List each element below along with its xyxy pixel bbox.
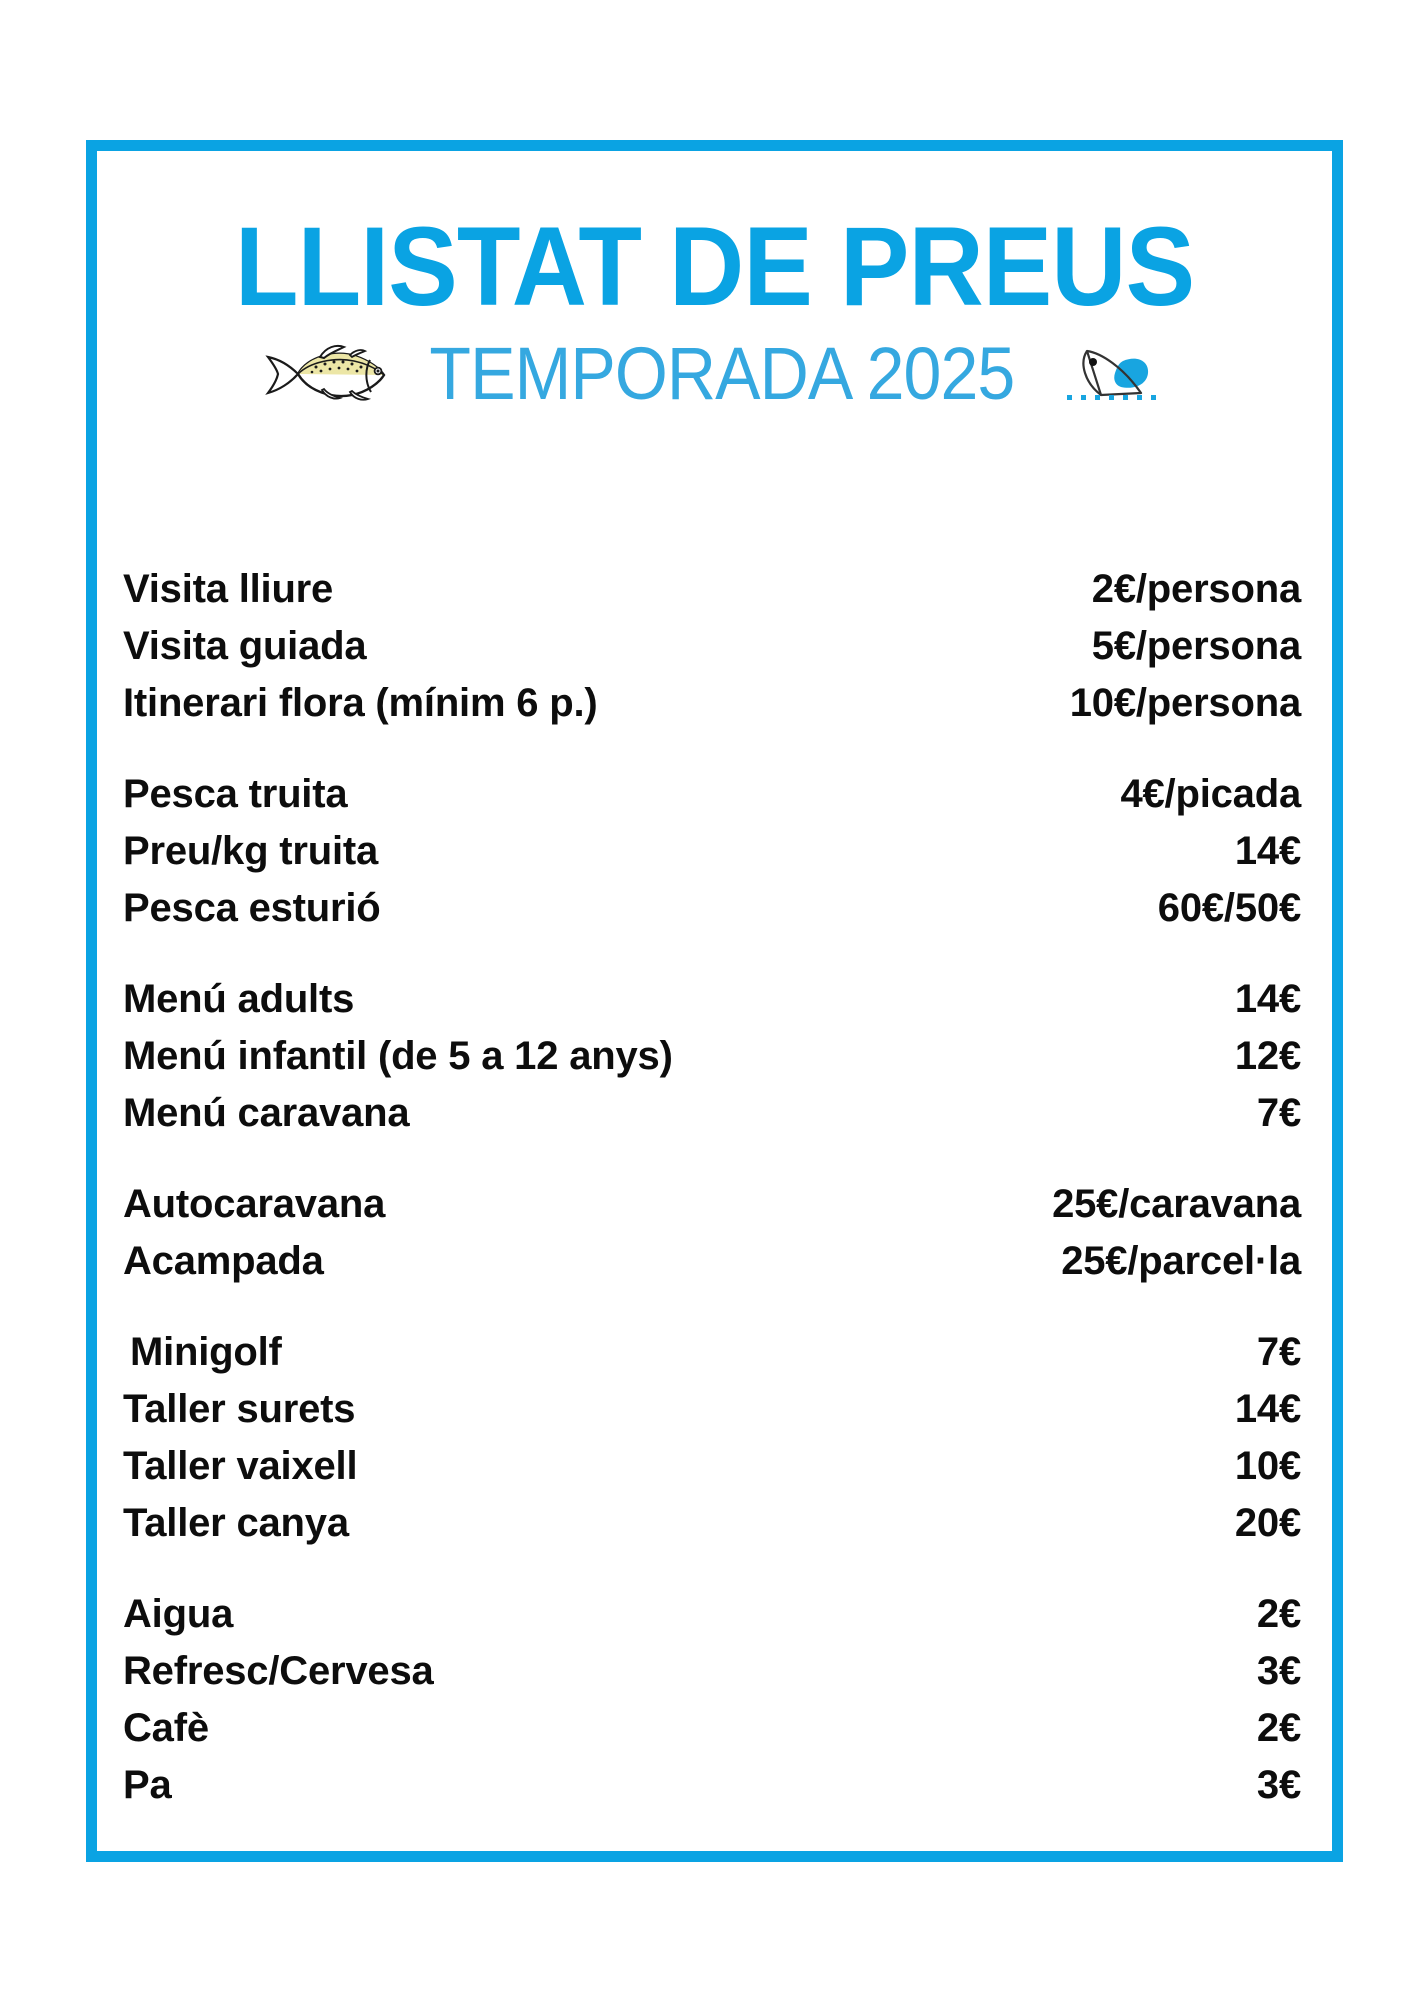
price-value: 10€ <box>1234 1444 1301 1488</box>
price-value: 10€/persona <box>1069 681 1301 725</box>
price-value: 4€/picada <box>1120 772 1301 816</box>
price-row <box>123 1700 1306 1757</box>
price-row <box>123 1757 1306 1814</box>
price-value: 2€ <box>1256 1592 1301 1636</box>
price-label: Autocaravana <box>123 1182 386 1226</box>
price-label: Menú infantil (de 5 a 12 anys) <box>123 1034 673 1078</box>
price-label: Pesca truita <box>123 772 348 816</box>
price-group-menus <box>123 971 1306 1142</box>
price-group-fishing <box>123 766 1306 937</box>
price-value: 7€ <box>1256 1330 1301 1374</box>
price-row <box>123 971 1306 1028</box>
price-row <box>123 766 1306 823</box>
line-art-fish-icon <box>1053 337 1171 411</box>
price-value: 3€ <box>1256 1649 1301 1693</box>
price-value: 25€/caravana <box>1052 1182 1301 1226</box>
price-row <box>123 823 1306 880</box>
price-value: 2€ <box>1256 1706 1301 1750</box>
price-label: Acampada <box>123 1239 324 1283</box>
price-value: 25€/parcel·la <box>1061 1239 1301 1283</box>
price-value: 20€ <box>1234 1501 1301 1545</box>
price-value: 14€ <box>1234 1387 1301 1431</box>
price-row <box>123 618 1306 675</box>
price-value: 12€ <box>1234 1034 1301 1078</box>
price-row <box>123 1028 1306 1085</box>
price-value: 2€/persona <box>1091 567 1301 611</box>
price-label: Pesca esturió <box>123 886 381 930</box>
trout-fish-illustration <box>258 338 390 410</box>
price-row <box>123 1643 1306 1700</box>
price-label: Aigua <box>123 1592 234 1636</box>
price-group-camping <box>123 1176 1306 1290</box>
price-row <box>123 561 1306 618</box>
price-value: 60€/50€ <box>1157 886 1301 930</box>
price-row <box>123 1233 1306 1290</box>
price-value: 3€ <box>1256 1763 1301 1807</box>
price-list <box>123 561 1306 1814</box>
poster-header <box>97 151 1332 415</box>
page-subtitle: TEMPORADA 2025 <box>429 332 1014 415</box>
price-label: Pa <box>123 1763 172 1807</box>
price-label: Refresc/Cervesa <box>123 1649 434 1693</box>
price-row <box>123 1085 1306 1142</box>
price-label: Preu/kg truita <box>123 829 379 873</box>
price-group-drinks <box>123 1586 1306 1814</box>
price-group-visits <box>123 561 1306 732</box>
price-value: 14€ <box>1234 829 1301 873</box>
price-group-activities <box>123 1324 1306 1552</box>
price-value: 14€ <box>1234 977 1301 1021</box>
price-label: Menú adults <box>123 977 355 1021</box>
price-label: Minigolf <box>130 1330 282 1374</box>
price-label: Taller vaixell <box>123 1444 358 1488</box>
poster-frame <box>86 140 1343 1862</box>
price-label: Taller surets <box>123 1387 356 1431</box>
price-label: Menú caravana <box>123 1091 410 1135</box>
price-label: Cafè <box>123 1706 209 1750</box>
price-row <box>123 1438 1306 1495</box>
price-label: Taller canya <box>123 1501 349 1545</box>
price-label: Visita guiada <box>123 624 367 668</box>
subtitle-row <box>97 332 1332 415</box>
price-row <box>123 1176 1306 1233</box>
price-value: 7€ <box>1256 1091 1301 1135</box>
price-row <box>123 1324 1306 1381</box>
price-row <box>123 1586 1306 1643</box>
price-row <box>123 1381 1306 1438</box>
price-row <box>123 1495 1306 1552</box>
price-label: Visita lliure <box>123 567 334 611</box>
price-label: Itinerari flora (mínim 6 p.) <box>123 681 598 725</box>
page-title: LLISTAT DE PREUS <box>234 204 1195 329</box>
price-value: 5€/persona <box>1091 624 1301 668</box>
price-row <box>123 675 1306 732</box>
price-row <box>123 880 1306 937</box>
